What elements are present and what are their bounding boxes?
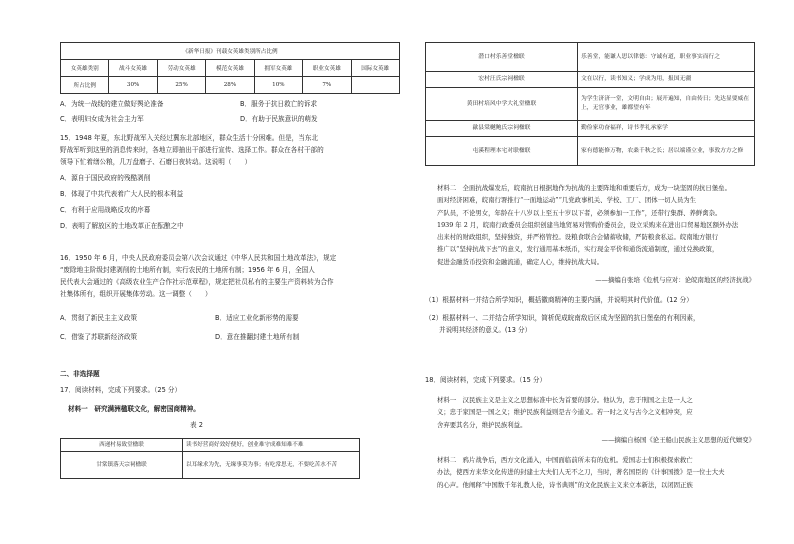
table-cell: 为学生济济一堂，文明自由；展开遍知，自由传日；先达显要威在上，无官事业，雄都望有年 (578, 88, 755, 121)
table-cell: 以耳缘求为先，无缘事莫为事；有吃常思无，不要吃苦水不苦 (183, 452, 360, 479)
q15-option-a: A．源自于国民政府的残酷剥削 (60, 174, 151, 182)
table-cell: 国际女英雄 (351, 60, 399, 77)
material-2 (425, 182, 755, 268)
table-cell: 7% (303, 77, 351, 94)
table-cell: 文在以行，读书知义；学成为用，报国无疆 (578, 72, 755, 88)
table-cell: 西递村易致堂楹联 (61, 439, 183, 452)
paragraph-line: 的心声。他阐释“中国数千年礼教人伦，诗书典则”的文化民族主义来立本新法，以闭固正族 (437, 480, 693, 489)
question-16 (60, 252, 400, 300)
question-stem-line: “废除地主阶级封建剥削的土地所有制，实行农民的土地所有制；1956 年 6 月，全国人 (60, 266, 315, 274)
question-stem-line: 野战军听到这里的消息传来时，各地立即抽出干部进行宣传、选择工作。群众在各村干部的 (60, 146, 324, 154)
table-cell: 甘棠镇落天宗祠楹联 (61, 452, 183, 479)
table-cell: 黄田村培风中学大礼堂楹联 (426, 88, 578, 121)
paragraph-line: 产队员，不论男女，年龄在十八岁以上至五十岁以下者，必须参加一工作”，还带行集群、养鲜禽杂。 (437, 208, 722, 217)
question-17-2 (425, 312, 755, 336)
q15-option-d: D．表明了解放区的土地改革正在酝酿之中 (60, 222, 184, 230)
table-cell: 潜口村乐善堂楹联 (426, 43, 578, 72)
question-17-stem: 17．阅读材料，完成下列要求。（25 分） (60, 386, 182, 394)
paragraph-line: 推广以“坚持抗战下去”的意义，发行通用基本纸币，实行现金平价和通货流通制度，通过兑换政策， (437, 245, 719, 254)
couplet-table-right (425, 42, 755, 166)
paragraph-line: 材料二 鸦片战争后，西方文化涌入，中国面临前所未有的危机。爱国志士们积极探索救亡 (437, 456, 693, 464)
paragraph-line: 舍弃要其名分，维护民族利益。 (437, 420, 527, 429)
question-line: 并说明其经济的意义。(13 分） (439, 326, 532, 334)
table-cell: 拥军女英雄 (254, 60, 302, 77)
table-cell: 宏村汪氏宗祠楹联 (426, 72, 578, 88)
question-17-1: （1）根据材料一并结合所学知识，概括徽商精神的主要内涵，并说明其时代价值。(12 分） (425, 296, 693, 304)
q16-option-c: C．借鉴了苏联新经济政策 (60, 333, 138, 341)
paragraph-line: 面对经济困难，皖南行署推行“一面地运动”“几党政事机关、学校、工厂、团体一切人员为生 (437, 196, 697, 205)
q16-option-d: D．意在推翻封建土地所有制 (215, 333, 300, 341)
table-cell: 劳动女英雄 (157, 60, 205, 77)
paragraph-line: 办法，使西方来华文化传进的封建士大夫们人无不之刀，当时，著名国臣的《计事国拨》是一位士大夫 (437, 468, 725, 477)
paragraph-line: 材料一 汉民族主义是主义之思想标准中长为首要的部分。他认为，忠于刑国之主是一人之 (437, 396, 693, 404)
table-row (426, 137, 755, 166)
material-18-2 (425, 454, 755, 491)
female-heroes-table (60, 42, 400, 94)
question-stem-line: 社集体所有，组织开展集体劳动。这一调整（ ） (60, 290, 212, 298)
table-cell: 战斗女英雄 (109, 60, 157, 77)
table-row (426, 72, 755, 88)
paragraph-line: 出来村的财政组织，坚持独资，并严格管控。设粮食联合会储蓄收储，严防粮食私运。皖南地方银行 (437, 233, 719, 242)
table-cell: 10% (254, 77, 302, 94)
material-1-heading: 材料一 研究满洲楹联文化，解密国商精神。 (68, 405, 200, 413)
table-row (426, 121, 755, 137)
q14-option-a: A．为统一战线的建立做好舆论准备 (60, 100, 164, 108)
table-caption: 《新华日报》刊载女英雄类别所占比例 (61, 43, 400, 60)
q16-option-a: A．贯彻了新民主主义政策 (60, 314, 138, 322)
table-row (426, 43, 755, 72)
q16-option-b: B．适应工业化新形势的需要 (215, 314, 299, 322)
table-cell: 勤俭家功奋福祥，诗书孝礼承家学 (578, 121, 755, 137)
paragraph-line: 义；忠于家国是一国之义；维护民族利益则是古今通义。若一时之义与古今之义相冲突，应 (437, 408, 693, 417)
material-18-1 (425, 394, 755, 431)
table-cell: 女英雄类别 (61, 60, 109, 77)
table-row (426, 88, 755, 121)
table-cell: 乐善堂，能谦人思以律德：守诚有道，职业事实而行之 (578, 43, 755, 72)
table-cell: 30% (109, 77, 157, 94)
table-row (61, 452, 360, 479)
table-caption: 表 2 (190, 421, 203, 429)
table-row (61, 439, 360, 452)
source-citation: ——摘编自杨国《论王船山民族主义思想的近代嬗变》 (601, 436, 755, 444)
source-citation: ——摘编自张培《危机与应对：论皖南地区的经济抗战》 (595, 276, 755, 284)
question-stem-line: 领导下忙着缮公粮，几万盘磨子、石磨日夜转动。这说明（ ） (60, 158, 252, 166)
question-stem-line: 16．1950 年 6 月，中央人民政府委员会第八次会议通过《中华人民共和国土地改革法》，规定 (60, 254, 337, 262)
q14-option-b: B．服务于抗日救亡的诉求 (240, 100, 318, 108)
question-stem-line: 15．1948 年夏，东北野战军入关经过冀东北部地区，群众生活十分困难。但是，当东北 (60, 134, 319, 142)
paragraph-line: 1939 年 2 月，皖南行政委员会组织创建当地贸易对管购价委员会，设立采购来在进出口贸易地区额外办法 (437, 220, 739, 229)
table-cell: 28% (206, 77, 254, 94)
q14-option-c: C．表明妇女成为社会主力军 (60, 115, 144, 123)
paragraph-line: 促进金融货币投资和金融流通，确定人心，维持抗战大局。 (437, 257, 604, 266)
question-15 (60, 132, 400, 232)
couplet-table-left (60, 438, 360, 479)
table-cell: 所占比例 (61, 77, 109, 94)
table-cell: 25% (157, 77, 205, 94)
table-cell: 职业女英雄 (303, 60, 351, 77)
table-cell: 屯溪程理本宅对联楹联 (426, 137, 578, 166)
table-cell: 家有德能修万物，农桑千秋之长；居以端谨立业，事敦方方之修 (578, 137, 755, 166)
table-row (61, 77, 400, 94)
section-heading: 二、非选择题 (60, 370, 100, 378)
table-cell: 歙县棠樾鲍氏宗祠楹联 (426, 121, 578, 137)
paragraph-line: 材料二 全面抗战爆发后，皖南抗日根据地作为抗战的主要阵地和重要后方，成为一块坚固的抗日堡垒。 (437, 184, 731, 192)
q15-option-c: C．有利于应用战略反攻的序幕 (60, 206, 151, 214)
question-line: （2）根据材料一、二并结合所学知识，简析促成皖南敌后区成为坚固的抗日堡垒的有利因素， (425, 314, 700, 322)
question-stem-line: 民代表大会通过的《高级农业生产合作社示范章程》，规定把社员私有的主要生产资料转为合作 (60, 278, 334, 286)
q14-option-d: D．有助于民族意识的萌发 (240, 115, 318, 123)
table-cell (351, 77, 399, 94)
table-cell: 模范女英雄 (206, 60, 254, 77)
table-header-row (61, 60, 400, 77)
question-18-stem: 18．阅读材料，完成下列要求。（15 分） (425, 376, 547, 384)
table-cell: 读书好营商好效好便好，创业难守成难知难不难 (183, 439, 360, 452)
q15-option-b: B．体现了中共代表着广大人民的根本利益 (60, 190, 184, 198)
